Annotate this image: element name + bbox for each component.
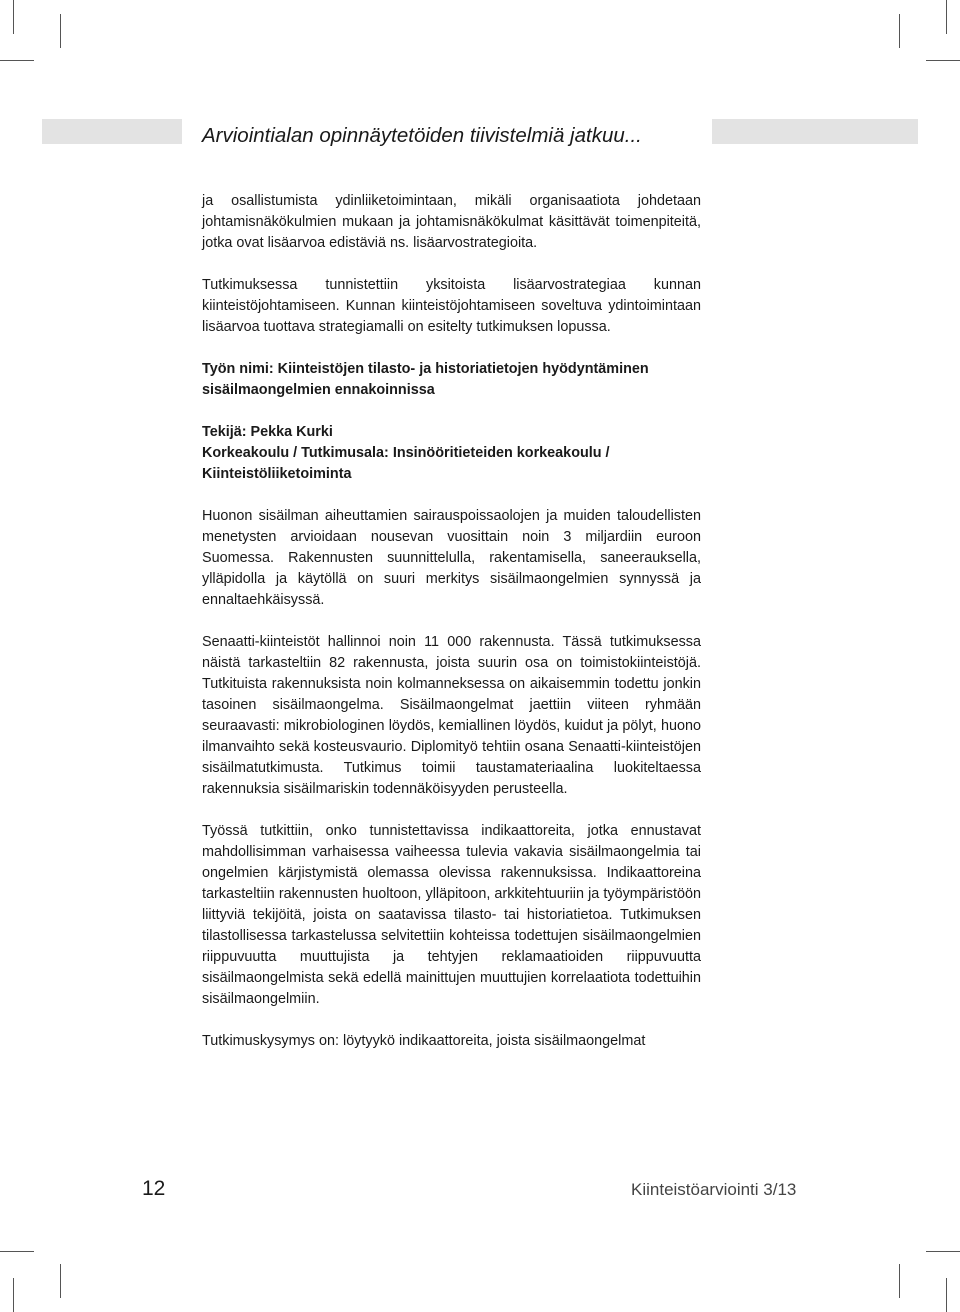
- crop-mark: [13, 1278, 14, 1312]
- crop-mark: [899, 1264, 900, 1298]
- paragraph: Senaatti-kiinteistöt hallinnoi noin 11 000 rakennusta. Tässä tutkimuksessa näistä tarkasteltiin 82 rakennusta, joista suurin osa on toimistokiinteistöjä. Tutkituista rakennuksista noin kolmanneksessa on aikaisemmin todettu jonkin tasoinen sisäilmaongelma. Sisäilmaongelmat jaettiin viiteen ryhmään seuraavasti: mikrobiologinen löydös, kemiallinen löydös, kuidut ja pölyt, huono ilmanvaihto sekä kosteusvaurio. Diplomityö tehtiin osana Senaatti-kiinteistöjen sisäilmatutkimusta. Tutkimus toimii taustamateriaalina luokiteltaessa rakennuksia sisäilmariskin todennäköisyyden perusteella.: [202, 634, 701, 797]
- crop-mark: [926, 60, 960, 61]
- thesis-title: Työn nimi: Kiinteistöjen tilasto- ja historiatietojen hyödyntäminen sisäilmaongelmien ennakoinnissa: [202, 361, 649, 398]
- header-band-right: [712, 119, 918, 144]
- crop-mark: [899, 14, 900, 48]
- crop-mark: [946, 0, 947, 34]
- publication-name: Kiinteistöarviointi 3/13: [631, 1180, 797, 1199]
- paragraph: Huonon sisäilman aiheuttamien sairauspoissaolojen ja muiden taloudellisten menetysten arvioidaan nousevan vuosittain noin 3 miljardiin euroon Suomessa. Rakennusten suunnittelulla, rakentamisella, saneerauksella, ylläpidolla ja käytöllä on suuri merkitys sisäilmaongelmien synnyssä ja ennaltaehkäisyssä.: [202, 508, 701, 608]
- thesis-author: Tekijä: Pekka Kurki: [202, 424, 333, 440]
- section-heading: Arviointialan opinnäytetöiden tiivistelmiä jatkuu...: [202, 124, 642, 147]
- crop-mark: [60, 14, 61, 48]
- article-body: [202, 191, 701, 1052]
- header-band-left: [42, 119, 182, 144]
- crop-mark: [0, 60, 34, 61]
- crop-mark: [13, 0, 14, 34]
- paragraph: Tutkimuskysymys on: löytyykö indikaattoreita, joista sisäilmaongelmat: [202, 1033, 646, 1049]
- paragraph: Työssä tutkittiin, onko tunnistettavissa indikaattoreita, jotka ennustavat mahdollisimman varhaisessa vaiheessa tulevia vakavia sisäilmaongelmia tai ongelmien kärjistymistä olemassa olevissa rakennuksissa. Indikaattoreina tarkasteltiin rakennusten huoltoon, ylläpitoon, arkkitehtuuriin ja työympäristöön liittyviä tekijöitä, joista on saatavissa tilasto- tai historiatietoa. Tutkimuksen tilastollisessa tarkastelussa selvitettiin kohteissa todettujen sisäilmaongelmien riippuvuutta muuttujista ja tehtyjen reklamaatioiden riippuvuutta sisäilmaongelmista sekä edellä mainittujen muuttujien korrelaatiota todettuihin sisäilmaongelmiin.: [202, 823, 701, 1007]
- paragraph: ja osallistumista ydinliiketoimintaan, mikäli organisaatiota johdetaan johtamisnäkökulmien mukaan ja johtamisnäkökulmat käsittävät toimenpiteitä, jotka ovat lisäarvoa edistäviä ns. lisäarvostrategioita.: [202, 193, 701, 251]
- page-number: 12: [142, 1177, 166, 1200]
- crop-mark: [60, 1264, 61, 1298]
- crop-mark: [926, 1251, 960, 1252]
- thesis-school: Korkeakoulu / Tutkimusala: Insinööritieteiden korkeakoulu / Kiinteistöliiketoiminta: [202, 445, 610, 482]
- paragraph: Tutkimuksessa tunnistettiin yksitoista lisäarvostrategiaa kunnan kiinteistöjohtamiseen. Kunnan kiinteistöjohtamiseen soveltuva ydintoimintaan lisäarvoa tuottava strategiamalli on esitelty tutkimuksen lopussa.: [202, 277, 701, 335]
- crop-mark: [0, 1251, 34, 1252]
- crop-mark: [946, 1278, 947, 1312]
